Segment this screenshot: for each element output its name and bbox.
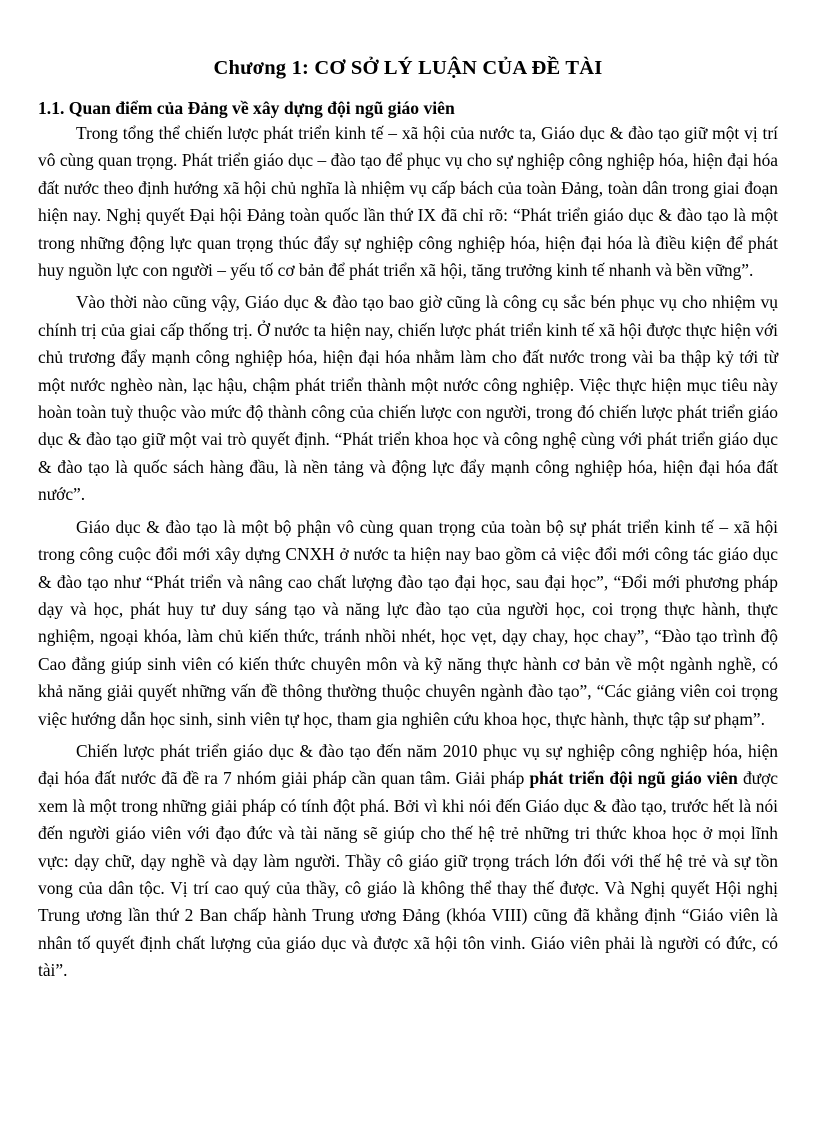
paragraph-4-body-text: được xem là một trong những giải pháp có tính đột phá. Bởi vì khi nói đến Giáo dục & đào tạo, trước hết là nói đến người giáo viên với đạo đức và tài năng sẽ giúp cho thế hệ trẻ những tri thức khoa học ở mọi lĩnh vực: dạy chữ, dạy nghề và dạy làm người. Thầy cô giáo giữ trọng trách lớn đối với thế hệ trẻ và sự tồn vong của dân tộc. Vị trí cao quý của thầy, cô giáo là không thể thay thế được. Và Nghị quyết Hội nghị Trung ương lần thứ 2 Ban chấp hành Trung ương Đảng (khóa VIII) cũng đã khẳng định “Giáo viên là nhân tố quyết định chất lượng của giáo dục và được xã hội tôn vinh. Giáo viên phải là người có đức, có tài”. — [38, 768, 779, 981]
paragraph-4 — [38, 738, 778, 985]
section-heading: 1.1. Quan điểm của Đảng về xây dựng đội ngũ giáo viên — [38, 98, 455, 118]
paragraph-1: Trong tổng thể chiến lược phát triển kinh tế – xã hội của nước ta, Giáo dục & đào tạo giữ một vị trí vô cùng quan trọng. Phát triển giáo dục – đào tạo để phục vụ cho sự nghiệp công nghiệp hóa, hiện đại hóa đất nước theo định hướng xã hội chủ nghĩa là nhiệm vụ cấp bách của toàn Đảng, toàn dân trong giai đoạn hiện nay. Nghị quyết Đại hội Đảng toàn quốc lần thứ IX đã chỉ rõ: “Phát triển giáo dục & đào tạo là một trong những động lực quan trọng thúc đẩy sự nghiệp công nghiệp hóa, hiện đại hóa là điều kiện để phát huy nguồn lực con người – yếu tố cơ bản để phát triển xã hội, tăng trưởng kinh tế nhanh và bền vững”. — [38, 123, 778, 281]
paragraph-4-intro-text: Chiến lược phát triển giáo dục & đào tạo đến năm 2010 phục vụ sự nghiệp công nghiệp hóa, hiện đại hóa đất nước đã đề ra 7 nhóm giải pháp cần quan tâm. Giải pháp — [38, 740, 778, 789]
paragraph-4-bold-phrase: phát triển đội ngũ giáo viên — [529, 768, 738, 789]
chapter-title: Chương 1: CƠ SỞ LÝ LUẬN CỦA ĐỀ TÀI — [213, 57, 603, 79]
document-page — [38, 54, 778, 985]
paragraph-2: Vào thời nào cũng vậy, Giáo dục & đào tạo bao giờ cũng là công cụ sắc bén phục vụ cho nhiệm vụ chính trị của giai cấp thống trị. Ở nước ta hiện nay, chiến lược phát triển kinh tế xã hội được thực hiện với chủ trương đẩy mạnh công nghiệp hóa, hiện đại hóa nhằm làm cho đất nước trong vài ba thập kỷ tới từ một nước nghèo nàn, lạc hậu, chậm phát triển thành một nước công nghiệp. Việc thực hiện mục tiêu này hoàn toàn tuỳ thuộc vào mức độ thành công của chiến lược con người, trong đó chiến lược phát triển giáo dục & đào tạo giữ một vai trò quyết định. “Phát triển khoa học và công nghệ cùng với phát triển giáo dục & đào tạo là quốc sách hàng đầu, là nền tảng và động lực đẩy mạnh công nghiệp hóa, hiện đại hóa đất nước”. — [38, 292, 778, 505]
paragraph-3: Giáo dục & đào tạo là một bộ phận vô cùng quan trọng của toàn bộ sự phát triển kinh tế – xã hội trong công cuộc đổi mới xây dựng CNXH ở nước ta hiện nay bao gồm cả việc đổi mới công tác giáo dục & đào tạo như “Phát triển và nâng cao chất lượng đào tạo đại học, sau đại học”, “Đổi mới phương pháp dạy và học, phát huy tư duy sáng tạo và năng lực đào tạo của người học, coi trọng thực hành, thực nghiệm, ngoại khóa, làm chủ kiến thức, tránh nhồi nhét, học vẹt, dạy chay, học chay”, “Đào tạo trình độ Cao đẳng giúp sinh viên có kiến thức chuyên môn và kỹ năng thực hành cơ bản về một ngành nghề, có khả năng giải quyết những vấn đề thông thường thuộc chuyên ngành đào tạo”, “Các giảng viên coi trọng việc hướng dẫn học sinh, sinh viên tự học, tham gia nghiên cứu khoa học, thực hành, thực tập sư phạm”. — [38, 516, 778, 729]
